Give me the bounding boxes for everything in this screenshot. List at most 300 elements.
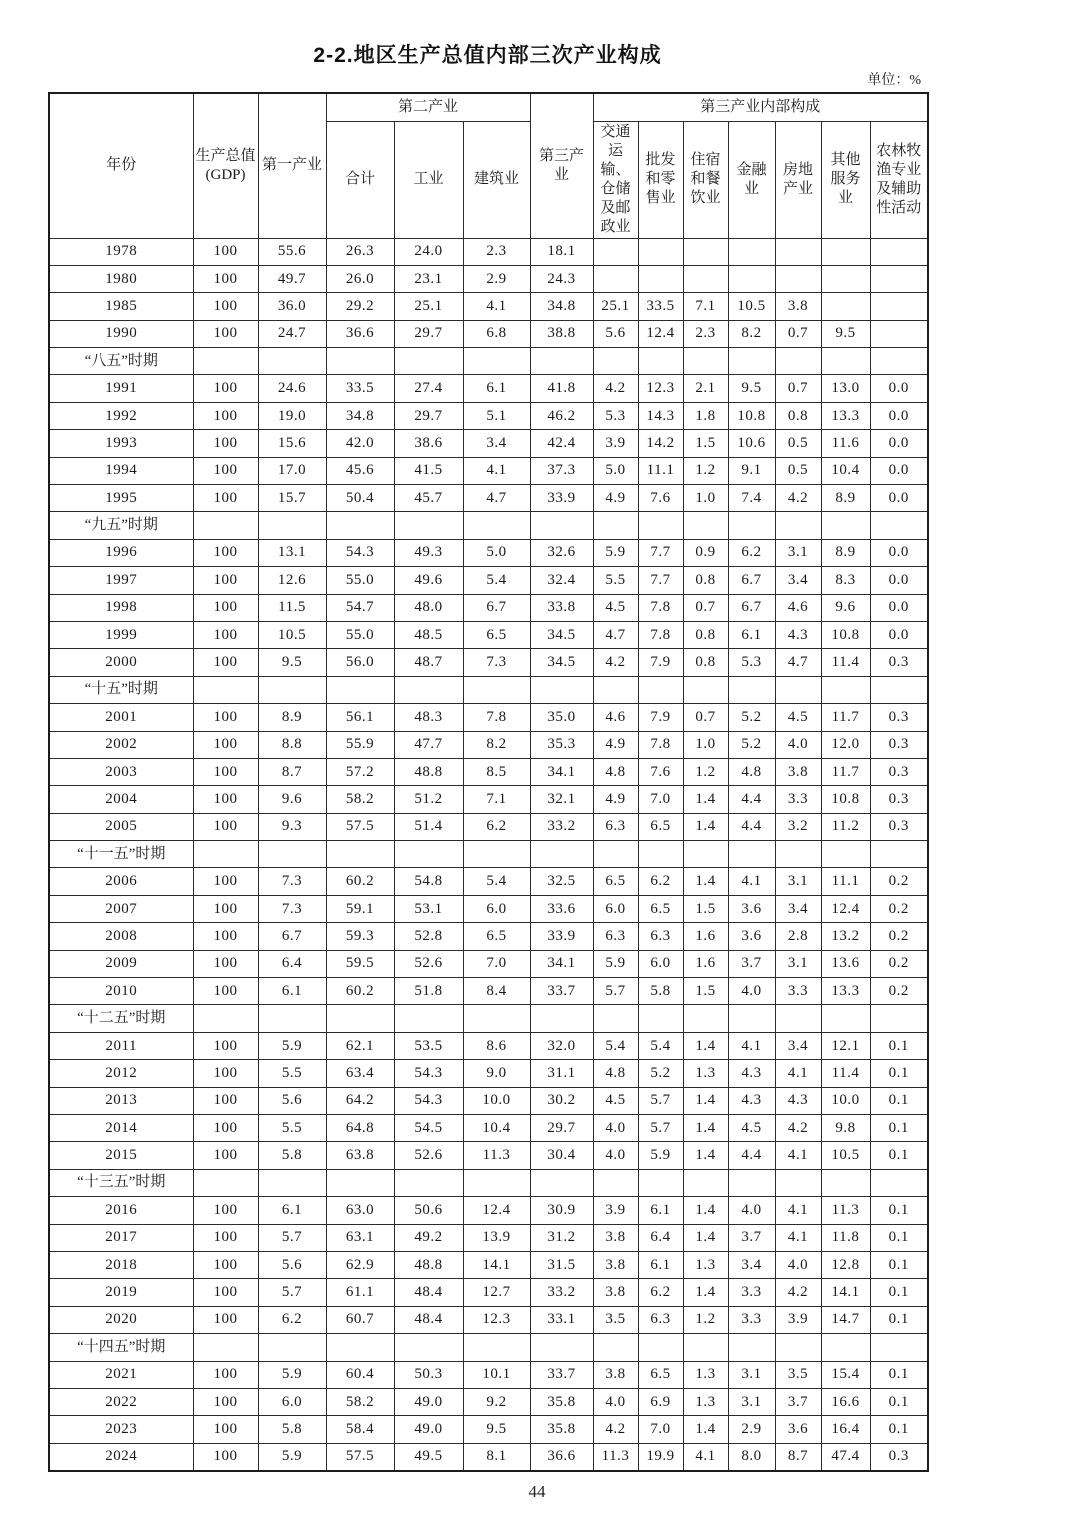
page-title: 2-2.地区生产总值内部三次产业构成 <box>313 44 662 67</box>
value-cell: 5.4 <box>463 868 530 895</box>
value-cell: 5.0 <box>463 539 530 566</box>
value-cell: 5.2 <box>728 704 775 731</box>
value-cell: 11.4 <box>821 1060 870 1087</box>
value-cell: 1.3 <box>683 1361 728 1388</box>
value-cell: 10.0 <box>463 1087 530 1114</box>
col-header-secondary-industry-group: 第二产业 <box>326 93 530 121</box>
data-row <box>49 1306 928 1333</box>
value-cell: 5.8 <box>258 1416 326 1443</box>
col-header-hotel-catering: 住宿和餐饮业 <box>683 121 728 238</box>
value-cell: 3.3 <box>775 786 821 813</box>
value-cell: 19.9 <box>638 1443 683 1470</box>
value-cell: 1.4 <box>683 1115 728 1142</box>
data-row <box>49 1032 928 1059</box>
col-header-wholesale-retail: 批发和零售业 <box>638 121 683 238</box>
col-header-finance: 金融业 <box>728 121 775 238</box>
value-cell: 100 <box>193 758 258 785</box>
value-cell: 12.4 <box>463 1197 530 1224</box>
year-cell: 1992 <box>49 402 193 429</box>
value-cell <box>463 1334 530 1361</box>
value-cell: 6.5 <box>638 1361 683 1388</box>
value-cell: 34.1 <box>530 950 593 977</box>
value-cell: 0.0 <box>870 430 928 457</box>
value-cell: 45.6 <box>326 457 394 484</box>
value-cell: 38.6 <box>394 430 463 457</box>
data-row <box>49 895 928 922</box>
value-cell <box>326 1169 394 1196</box>
value-cell: 12.3 <box>638 375 683 402</box>
year-cell: 2004 <box>49 786 193 813</box>
value-cell: 26.0 <box>326 265 394 292</box>
value-cell: 14.1 <box>821 1279 870 1306</box>
value-cell <box>463 1169 530 1196</box>
value-cell: 4.1 <box>683 1443 728 1470</box>
value-cell: 0.1 <box>870 1115 928 1142</box>
value-cell: 36.0 <box>258 293 326 320</box>
value-cell <box>638 1005 683 1032</box>
value-cell: 7.8 <box>638 731 683 758</box>
value-cell: 3.8 <box>593 1279 638 1306</box>
value-cell: 6.2 <box>463 813 530 840</box>
value-cell: 56.1 <box>326 704 394 731</box>
value-cell: 58.2 <box>326 786 394 813</box>
value-cell: 6.7 <box>258 923 326 950</box>
data-row <box>49 923 928 950</box>
value-cell <box>258 676 326 703</box>
value-cell <box>638 238 683 265</box>
value-cell: 7.6 <box>638 485 683 512</box>
value-cell: 100 <box>193 895 258 922</box>
value-cell: 0.1 <box>870 1388 928 1415</box>
value-cell <box>870 512 928 539</box>
value-cell: 9.1 <box>728 457 775 484</box>
value-cell: 1.4 <box>683 1087 728 1114</box>
value-cell: 3.3 <box>728 1306 775 1333</box>
value-cell <box>394 841 463 868</box>
value-cell: 100 <box>193 731 258 758</box>
year-cell: 2015 <box>49 1142 193 1169</box>
period-label-cell: “九五”时期 <box>49 512 193 539</box>
value-cell: 14.2 <box>638 430 683 457</box>
value-cell: 3.4 <box>775 895 821 922</box>
value-cell: 27.4 <box>394 375 463 402</box>
col-header-gdp: 生产总值(GDP) <box>193 93 258 238</box>
data-row <box>49 1224 928 1251</box>
value-cell: 100 <box>193 1388 258 1415</box>
value-cell <box>593 238 638 265</box>
data-row <box>49 1443 928 1470</box>
value-cell: 13.6 <box>821 950 870 977</box>
value-cell: 100 <box>193 649 258 676</box>
value-cell: 3.9 <box>775 1306 821 1333</box>
value-cell: 32.0 <box>530 1032 593 1059</box>
value-cell: 5.2 <box>728 731 775 758</box>
value-cell: 48.8 <box>394 1251 463 1278</box>
value-cell: 3.7 <box>728 1224 775 1251</box>
value-cell: 8.6 <box>463 1032 530 1059</box>
value-cell <box>870 293 928 320</box>
value-cell: 0.1 <box>870 1306 928 1333</box>
year-cell: 2013 <box>49 1087 193 1114</box>
value-cell <box>870 676 928 703</box>
value-cell: 0.7 <box>683 704 728 731</box>
value-cell <box>821 265 870 292</box>
value-cell: 100 <box>193 265 258 292</box>
value-cell: 5.9 <box>593 539 638 566</box>
value-cell: 48.8 <box>394 758 463 785</box>
value-cell: 6.3 <box>593 923 638 950</box>
value-cell: 5.7 <box>593 978 638 1005</box>
value-cell: 4.4 <box>728 1142 775 1169</box>
value-cell <box>530 512 593 539</box>
value-cell: 100 <box>193 430 258 457</box>
value-cell: 6.2 <box>728 539 775 566</box>
value-cell: 4.2 <box>593 375 638 402</box>
value-cell: 5.6 <box>593 320 638 347</box>
value-cell: 5.7 <box>258 1224 326 1251</box>
col-header-tertiary-industry: 第三产业 <box>530 93 593 238</box>
value-cell: 49.2 <box>394 1224 463 1251</box>
value-cell: 54.3 <box>326 539 394 566</box>
value-cell: 8.7 <box>775 1443 821 1470</box>
value-cell: 6.4 <box>258 950 326 977</box>
data-row <box>49 731 928 758</box>
value-cell: 41.8 <box>530 375 593 402</box>
value-cell: 36.6 <box>326 320 394 347</box>
period-label-cell: “十一五”时期 <box>49 841 193 868</box>
value-cell: 100 <box>193 1087 258 1114</box>
data-row <box>49 978 928 1005</box>
year-cell: 2000 <box>49 649 193 676</box>
value-cell <box>683 1005 728 1032</box>
value-cell: 4.9 <box>593 485 638 512</box>
data-row <box>49 430 928 457</box>
value-cell: 34.5 <box>530 621 593 648</box>
value-cell: 3.1 <box>775 868 821 895</box>
value-cell <box>683 512 728 539</box>
value-cell: 4.0 <box>775 731 821 758</box>
year-cell: 2009 <box>49 950 193 977</box>
value-cell <box>193 676 258 703</box>
value-cell: 100 <box>193 539 258 566</box>
value-cell: 45.7 <box>394 485 463 512</box>
value-cell: 8.9 <box>821 539 870 566</box>
value-cell: 35.8 <box>530 1388 593 1415</box>
value-cell: 0.3 <box>870 704 928 731</box>
value-cell: 7.1 <box>463 786 530 813</box>
value-cell: 29.7 <box>530 1115 593 1142</box>
value-cell: 7.9 <box>638 704 683 731</box>
page-number: 44 <box>528 1482 546 1501</box>
value-cell: 7.8 <box>638 594 683 621</box>
value-cell: 7.0 <box>463 950 530 977</box>
value-cell <box>870 1169 928 1196</box>
value-cell: 100 <box>193 1115 258 1142</box>
value-cell <box>530 1005 593 1032</box>
value-cell: 7.8 <box>463 704 530 731</box>
value-cell: 11.3 <box>463 1142 530 1169</box>
value-cell: 5.4 <box>638 1032 683 1059</box>
value-cell: 0.9 <box>683 539 728 566</box>
value-cell: 55.0 <box>326 621 394 648</box>
value-cell: 48.7 <box>394 649 463 676</box>
data-row <box>49 1115 928 1142</box>
value-cell <box>728 1005 775 1032</box>
value-cell: 53.1 <box>394 895 463 922</box>
value-cell: 59.1 <box>326 895 394 922</box>
value-cell: 50.4 <box>326 485 394 512</box>
value-cell: 11.1 <box>821 868 870 895</box>
value-cell: 33.2 <box>530 813 593 840</box>
value-cell <box>326 1334 394 1361</box>
year-cell: 2005 <box>49 813 193 840</box>
value-cell: 29.7 <box>394 320 463 347</box>
value-cell: 100 <box>193 704 258 731</box>
value-cell: 7.4 <box>728 485 775 512</box>
period-row <box>49 841 928 868</box>
value-cell: 42.4 <box>530 430 593 457</box>
value-cell <box>394 348 463 375</box>
value-cell: 5.4 <box>593 1032 638 1059</box>
value-cell: 19.0 <box>258 402 326 429</box>
data-row <box>49 704 928 731</box>
value-cell: 38.8 <box>530 320 593 347</box>
value-cell: 18.1 <box>530 238 593 265</box>
value-cell: 14.3 <box>638 402 683 429</box>
value-cell: 6.9 <box>638 1388 683 1415</box>
value-cell <box>530 1334 593 1361</box>
value-cell: 5.5 <box>593 567 638 594</box>
value-cell: 0.0 <box>870 457 928 484</box>
value-cell <box>326 1005 394 1032</box>
value-cell <box>258 1169 326 1196</box>
value-cell: 3.2 <box>775 813 821 840</box>
value-cell: 54.5 <box>394 1115 463 1142</box>
value-cell: 3.4 <box>775 1032 821 1059</box>
value-cell: 24.0 <box>394 238 463 265</box>
value-cell <box>870 348 928 375</box>
value-cell <box>593 512 638 539</box>
value-cell: 59.3 <box>326 923 394 950</box>
value-cell <box>821 1005 870 1032</box>
value-cell <box>326 348 394 375</box>
value-cell: 100 <box>193 621 258 648</box>
value-cell <box>394 1334 463 1361</box>
value-cell: 9.5 <box>728 375 775 402</box>
value-cell <box>463 348 530 375</box>
value-cell <box>463 512 530 539</box>
value-cell: 4.4 <box>728 813 775 840</box>
value-cell <box>394 512 463 539</box>
value-cell: 100 <box>193 1142 258 1169</box>
period-row <box>49 1005 928 1032</box>
value-cell <box>326 512 394 539</box>
value-cell: 5.9 <box>258 1361 326 1388</box>
year-cell: 2006 <box>49 868 193 895</box>
value-cell: 10.0 <box>821 1087 870 1114</box>
value-cell: 36.6 <box>530 1443 593 1470</box>
value-cell: 7.7 <box>638 539 683 566</box>
value-cell: 60.4 <box>326 1361 394 1388</box>
data-row <box>49 1361 928 1388</box>
value-cell <box>193 348 258 375</box>
data-row <box>49 457 928 484</box>
value-cell <box>775 676 821 703</box>
year-cell: 2014 <box>49 1115 193 1142</box>
value-cell <box>683 676 728 703</box>
value-cell: 60.2 <box>326 978 394 1005</box>
value-cell: 8.9 <box>821 485 870 512</box>
value-cell: 10.4 <box>463 1115 530 1142</box>
value-cell: 8.1 <box>463 1443 530 1470</box>
year-cell: 1997 <box>49 567 193 594</box>
value-cell: 0.3 <box>870 731 928 758</box>
value-cell <box>728 841 775 868</box>
value-cell: 50.3 <box>394 1361 463 1388</box>
value-cell: 35.8 <box>530 1416 593 1443</box>
value-cell: 34.8 <box>326 402 394 429</box>
value-cell <box>728 348 775 375</box>
year-cell: 1994 <box>49 457 193 484</box>
period-label-cell: “十三五”时期 <box>49 1169 193 1196</box>
value-cell: 100 <box>193 1306 258 1333</box>
value-cell: 6.0 <box>593 895 638 922</box>
value-cell: 1.3 <box>683 1388 728 1415</box>
value-cell: 1.0 <box>683 485 728 512</box>
value-cell: 0.8 <box>683 649 728 676</box>
year-cell: 2018 <box>49 1251 193 1278</box>
value-cell: 6.3 <box>638 1306 683 1333</box>
year-cell: 2019 <box>49 1279 193 1306</box>
value-cell <box>593 676 638 703</box>
value-cell: 13.3 <box>821 978 870 1005</box>
value-cell: 6.1 <box>638 1251 683 1278</box>
value-cell: 31.5 <box>530 1251 593 1278</box>
data-row <box>49 1060 928 1087</box>
value-cell: 30.9 <box>530 1197 593 1224</box>
value-cell: 3.1 <box>775 539 821 566</box>
value-cell: 3.6 <box>775 1416 821 1443</box>
value-cell: 14.1 <box>463 1251 530 1278</box>
value-cell: 0.5 <box>775 457 821 484</box>
year-cell: 1999 <box>49 621 193 648</box>
value-cell: 11.8 <box>821 1224 870 1251</box>
value-cell: 4.5 <box>593 594 638 621</box>
data-row <box>49 1416 928 1443</box>
value-cell: 7.6 <box>638 758 683 785</box>
value-cell: 0.5 <box>775 430 821 457</box>
value-cell: 10.6 <box>728 430 775 457</box>
value-cell: 32.4 <box>530 567 593 594</box>
value-cell: 29.7 <box>394 402 463 429</box>
col-header-year: 年份 <box>49 93 193 238</box>
value-cell: 6.2 <box>638 868 683 895</box>
value-cell: 1.8 <box>683 402 728 429</box>
value-cell: 8.8 <box>258 731 326 758</box>
value-cell: 23.1 <box>394 265 463 292</box>
value-cell: 0.8 <box>683 567 728 594</box>
value-cell: 5.7 <box>638 1115 683 1142</box>
value-cell <box>593 265 638 292</box>
value-cell: 0.8 <box>683 621 728 648</box>
value-cell <box>821 512 870 539</box>
data-row <box>49 1388 928 1415</box>
page-content <box>48 42 927 1472</box>
year-cell: 1980 <box>49 265 193 292</box>
value-cell: 42.0 <box>326 430 394 457</box>
value-cell: 60.7 <box>326 1306 394 1333</box>
value-cell: 4.1 <box>775 1060 821 1087</box>
value-cell: 5.5 <box>258 1060 326 1087</box>
value-cell: 54.7 <box>326 594 394 621</box>
value-cell: 12.0 <box>821 731 870 758</box>
value-cell <box>683 1334 728 1361</box>
value-cell <box>463 1005 530 1032</box>
value-cell: 0.8 <box>775 402 821 429</box>
value-cell: 4.2 <box>775 1279 821 1306</box>
value-cell: 11.4 <box>821 649 870 676</box>
year-cell: 1985 <box>49 293 193 320</box>
value-cell <box>593 1169 638 1196</box>
value-cell: 4.2 <box>775 485 821 512</box>
value-cell: 54.3 <box>394 1060 463 1087</box>
value-cell: 4.5 <box>728 1115 775 1142</box>
value-cell: 4.2 <box>775 1115 821 1142</box>
value-cell <box>775 348 821 375</box>
value-cell: 10.4 <box>821 457 870 484</box>
value-cell: 50.6 <box>394 1197 463 1224</box>
value-cell: 2.9 <box>463 265 530 292</box>
value-cell: 4.4 <box>728 786 775 813</box>
value-cell <box>821 348 870 375</box>
value-cell: 12.4 <box>821 895 870 922</box>
value-cell: 10.5 <box>258 621 326 648</box>
value-cell: 6.1 <box>728 621 775 648</box>
col-header-tertiary-composition-group: 第三产业内部构成 <box>593 93 928 121</box>
value-cell <box>683 265 728 292</box>
value-cell: 59.5 <box>326 950 394 977</box>
value-cell: 2.3 <box>683 320 728 347</box>
year-cell: 2007 <box>49 895 193 922</box>
value-cell: 0.0 <box>870 485 928 512</box>
value-cell <box>870 841 928 868</box>
value-cell <box>326 676 394 703</box>
value-cell <box>728 1169 775 1196</box>
value-cell: 5.9 <box>593 950 638 977</box>
value-cell <box>683 238 728 265</box>
value-cell: 4.2 <box>593 1416 638 1443</box>
value-cell: 24.3 <box>530 265 593 292</box>
value-cell: 4.7 <box>593 621 638 648</box>
value-cell: 0.1 <box>870 1224 928 1251</box>
value-cell: 1.6 <box>683 950 728 977</box>
value-cell: 100 <box>193 1060 258 1087</box>
year-cell: 1991 <box>49 375 193 402</box>
period-row <box>49 1169 928 1196</box>
value-cell: 7.7 <box>638 567 683 594</box>
value-cell: 3.6 <box>728 923 775 950</box>
value-cell: 6.2 <box>258 1306 326 1333</box>
data-row <box>49 485 928 512</box>
value-cell: 100 <box>193 594 258 621</box>
value-cell: 49.3 <box>394 539 463 566</box>
value-cell: 0.1 <box>870 1087 928 1114</box>
value-cell: 100 <box>193 293 258 320</box>
value-cell: 4.2 <box>593 649 638 676</box>
value-cell: 35.0 <box>530 704 593 731</box>
value-cell: 10.1 <box>463 1361 530 1388</box>
col-header-primary-industry: 第一产业 <box>258 93 326 238</box>
